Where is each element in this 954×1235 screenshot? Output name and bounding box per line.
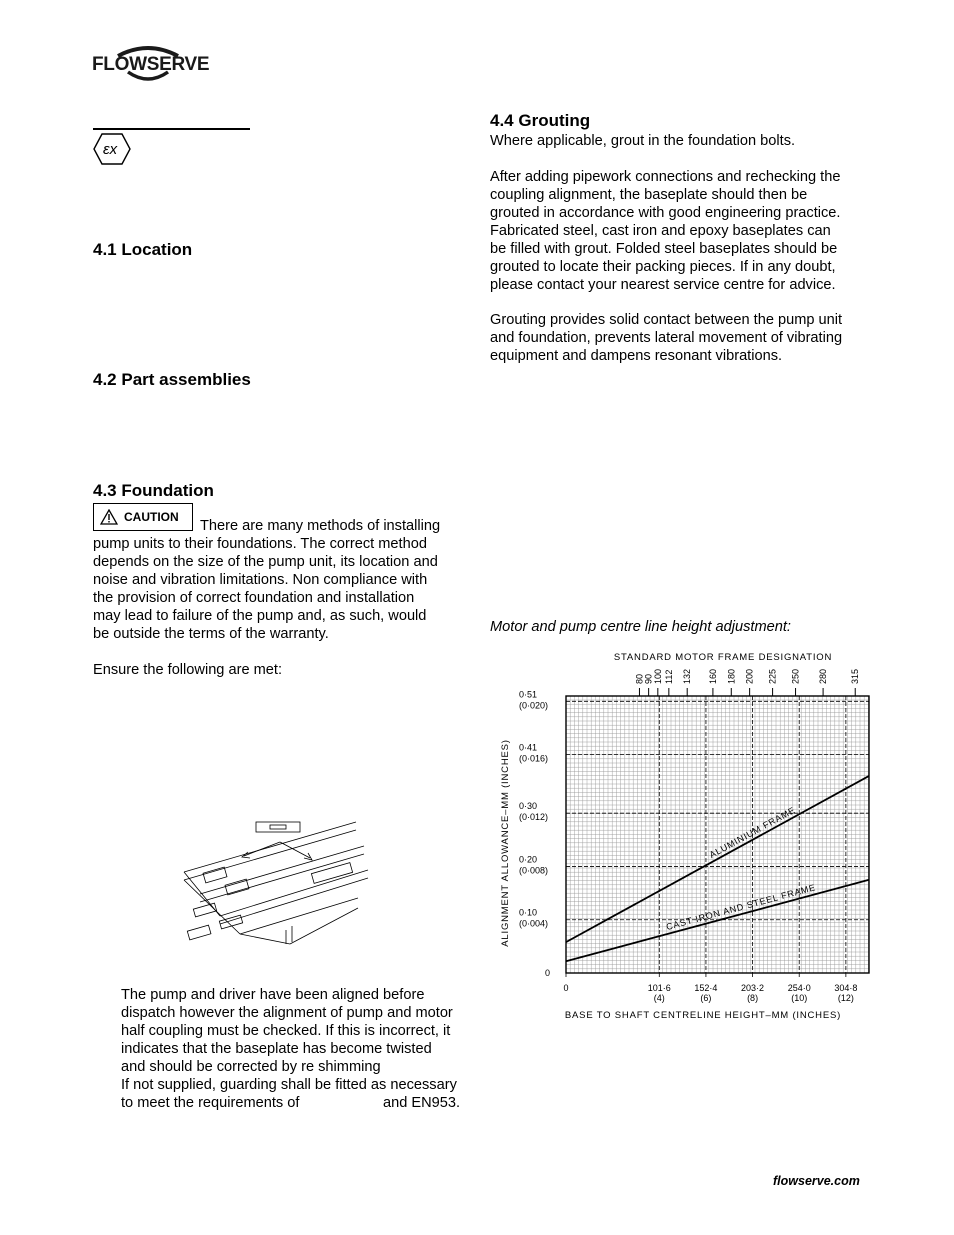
chart-xlabel: BASE TO SHAFT CENTRELINE HEIGHT–MM (INCHES) [564, 1010, 842, 1021]
y-tick-sublabel: (0·004) [519, 918, 549, 929]
heading-foundation: 4.3 Foundation [93, 481, 214, 500]
grouting-line-6: please contact your nearest service centre for advice. [490, 277, 836, 293]
y-tick-label: 0·10 [519, 907, 538, 918]
y-tick-sublabel: (0·008) [519, 865, 549, 876]
guarding-prefix: to meet the requirements of [121, 1095, 300, 1111]
x-tick-label: 101·6 [647, 983, 671, 993]
x-tick-sublabel: (6) [700, 993, 712, 1003]
alignment-line-4: and should be corrected by re shimming [121, 1059, 381, 1075]
ensure-text: Ensure the following are met: [93, 662, 283, 678]
frame-tick-label: 160 [707, 668, 718, 684]
grouting-line-0: After adding pipework connections and rechecking the [490, 169, 841, 185]
guarding-suffix: and EN953. [383, 1095, 461, 1111]
chart-title: STANDARD MOTOR FRAME DESIGNATION [613, 652, 833, 663]
frame-tick-label: 250 [790, 668, 801, 684]
frame-tick-label: 200 [744, 668, 755, 684]
foundation-line-2: depends on the size of the pump unit, its location and [93, 554, 438, 570]
alignment-line-2: half coupling must be checked. If this is incorrect, it [121, 1023, 451, 1039]
grouting-paragraph-2 [490, 168, 875, 294]
grouting-p3-line-2: equipment and dampens resonant vibrations. [490, 348, 783, 364]
series-line [566, 880, 869, 962]
y-tick-sublabel: (0·020) [519, 700, 549, 711]
caution-label: CAUTION [124, 510, 179, 524]
flowserve-logo [92, 42, 210, 91]
y-tick-label: 0·41 [519, 742, 538, 753]
x-tick-sublabel: (12) [837, 993, 854, 1003]
x-tick-label: 254·0 [787, 983, 811, 993]
series-label: ALUMINIUM FRAME [707, 804, 798, 861]
y-tick-label: 0·20 [519, 854, 538, 865]
foundation-paragraph [93, 535, 468, 643]
chart-ylabel: ALIGNMENT ALLOWANCE–MM (INCHES) [500, 739, 511, 947]
frame-tick-label: 180 [726, 668, 737, 684]
foundation-line-4: the provision of correct foundation and installation [93, 590, 415, 606]
frame-tick-label: 225 [767, 668, 778, 684]
heading-location: 4.1 Location [93, 240, 193, 259]
frame-tick-label: 90 [643, 673, 654, 684]
y-tick-label: 0 [545, 968, 551, 978]
x-tick-label: 304·8 [834, 983, 858, 993]
warning-triangle-icon [100, 509, 118, 525]
caution-badge [93, 503, 193, 531]
spirit-level-icon [256, 822, 300, 832]
alignment-paragraph [121, 986, 471, 1094]
svg-text:εx: εx [103, 141, 118, 158]
x-tick-sublabel: (8) [747, 993, 759, 1003]
frame-tick-label: 280 [818, 668, 829, 684]
alignment-line-3: indicates that the baseplate has become twisted [121, 1041, 432, 1057]
chart-x-ticks [563, 973, 857, 1003]
frame-tick-label: 315 [850, 668, 861, 684]
series-label: CAST IRON AND STEEL FRAME [665, 882, 817, 933]
grouting-intro: Where applicable, grout in the foundation bolts. [490, 133, 796, 149]
chart-grid-fine [566, 696, 869, 973]
grouting-line-1: coupling alignment, the baseplate should then be [490, 187, 808, 203]
foundation-line-5: may lead to failure of the pump and, as such, would [93, 608, 427, 624]
chart-series [566, 776, 869, 961]
logo-text: FLOWSERVE [92, 54, 210, 75]
grouting-paragraph-3 [490, 311, 875, 365]
x-tick-label: 203·2 [741, 983, 765, 993]
x-tick-label: 0 [563, 983, 569, 993]
grouting-line-4: be filled with grout. Folded steel baseplates should be [490, 241, 838, 257]
foundation-line-1: pump units to their foundations. The correct method [93, 536, 427, 552]
y-tick-label: 0·30 [519, 801, 538, 812]
y-tick-sublabel: (0·012) [519, 812, 549, 823]
chart-frame-ticks [634, 669, 860, 696]
grouting-line-3: Fabricated steel, cast iron and epoxy baseplates can [490, 223, 831, 239]
baseplate-level-illustration [180, 818, 370, 946]
y-tick-sublabel: (0·016) [519, 753, 549, 764]
figure-caption: Motor and pump centre line height adjustment: [490, 619, 791, 635]
footer-site: flowserve.com [773, 1174, 860, 1188]
frame-tick-label: 80 [634, 673, 645, 684]
section-rule [93, 128, 250, 130]
x-tick-label: 152·4 [694, 983, 718, 993]
x-tick-sublabel: (4) [653, 993, 665, 1003]
foundation-line-0: There are many methods of installing [200, 518, 441, 534]
foundation-line-6: be outside the terms of the warranty. [93, 626, 329, 642]
heading-part-assemblies: 4.2 Part assemblies [93, 370, 251, 389]
alignment-chart [490, 646, 875, 1026]
x-tick-sublabel: (10) [791, 993, 808, 1003]
ex-hazard-icon [92, 132, 132, 166]
heading-grouting: 4.4 Grouting [490, 111, 591, 130]
grouting-p3-line-1: and foundation, prevents lateral movement of vibrating [490, 330, 843, 346]
chart-y-ticks [519, 689, 550, 978]
alignment-line-1: dispatch however the alignment of pump and motor [121, 1005, 453, 1021]
foundation-line-3: noise and vibration limitations. Non compliance with [93, 572, 428, 588]
grouting-line-2: grouted in accordance with good engineering practice. [490, 205, 841, 221]
frame-tick-label: 132 [682, 668, 693, 684]
frame-tick-label: 112 [663, 669, 674, 684]
alignment-line-0: The pump and driver have been aligned before [121, 987, 425, 1003]
grouting-line-5: grouted to locate their packing pieces. If in any doubt, [490, 259, 836, 275]
frame-tick-label: 100 [652, 668, 663, 684]
y-tick-label: 0·51 [519, 689, 538, 700]
grouting-p3-line-0: Grouting provides solid contact between the pump unit [490, 312, 843, 328]
alignment-line-5: If not supplied, guarding shall be fitted as necessary [121, 1077, 457, 1093]
